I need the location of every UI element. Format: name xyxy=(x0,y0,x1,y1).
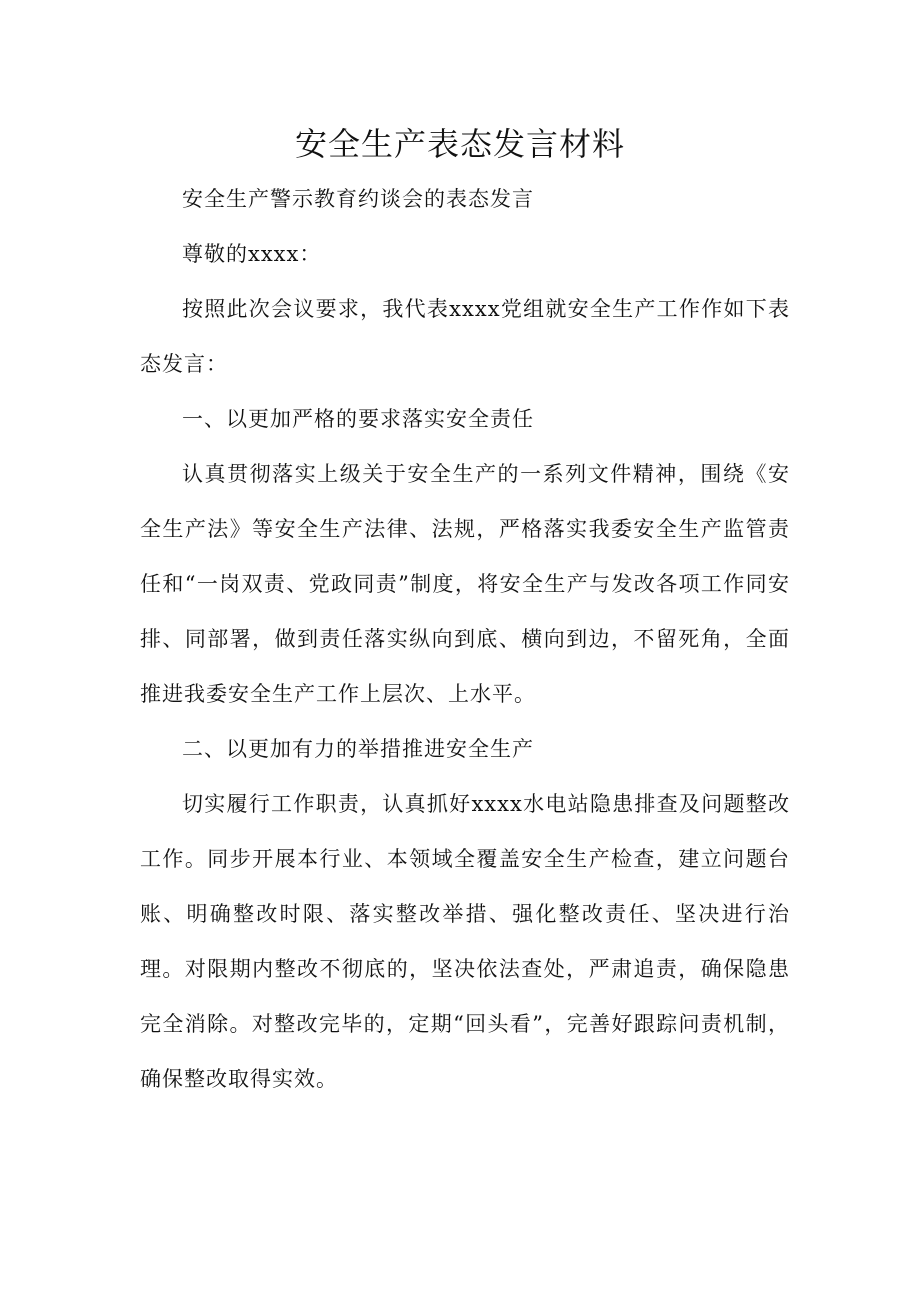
section-heading-1: 一、以更加严格的要求落实安全责任 xyxy=(182,407,534,431)
subtitle: 安全生产警示教育约谈会的表态发言 xyxy=(182,187,534,211)
section-heading-2: 二、以更加有力的举措推进安全生产 xyxy=(182,737,534,761)
section-body-2: 切实履行工作职责，认真抓好xxxx水电站隐患排查及问题整改工作。同步开展本行业、本领域全覆盖安全生产检查，建立问题台账、明确整改时限、落实整改举措、强化整改责任、坚决进行治理。对限期内整改不彻底的，坚决依法查处，严肃追责，确保隐患完全消除。对整改完毕的，定期“回头看”，完善好跟踪问责机制，确保整改取得实效。 xyxy=(140,792,790,1091)
intro-paragraph: 按照此次会议要求，我代表xxxx党组就安全生产工作作如下表态发言： xyxy=(140,297,790,376)
salutation: 尊敬的xxxx： xyxy=(182,242,322,266)
document-body xyxy=(140,172,790,1107)
document-title: 安全生产表态发言材料 xyxy=(294,125,625,163)
section-body-1: 认真贯彻落实上级关于安全生产的一系列文件精神，围绕《安全生产法》等安全生产法律、法规，严格落实我委安全生产监管责任和“一岗双责、党政同责”制度，将安全生产与发改各项工作同安排、同部署，做到责任落实纵向到底、横向到边，不留死角，全面推进我委安全生产工作上层次、上水平。 xyxy=(140,462,790,706)
